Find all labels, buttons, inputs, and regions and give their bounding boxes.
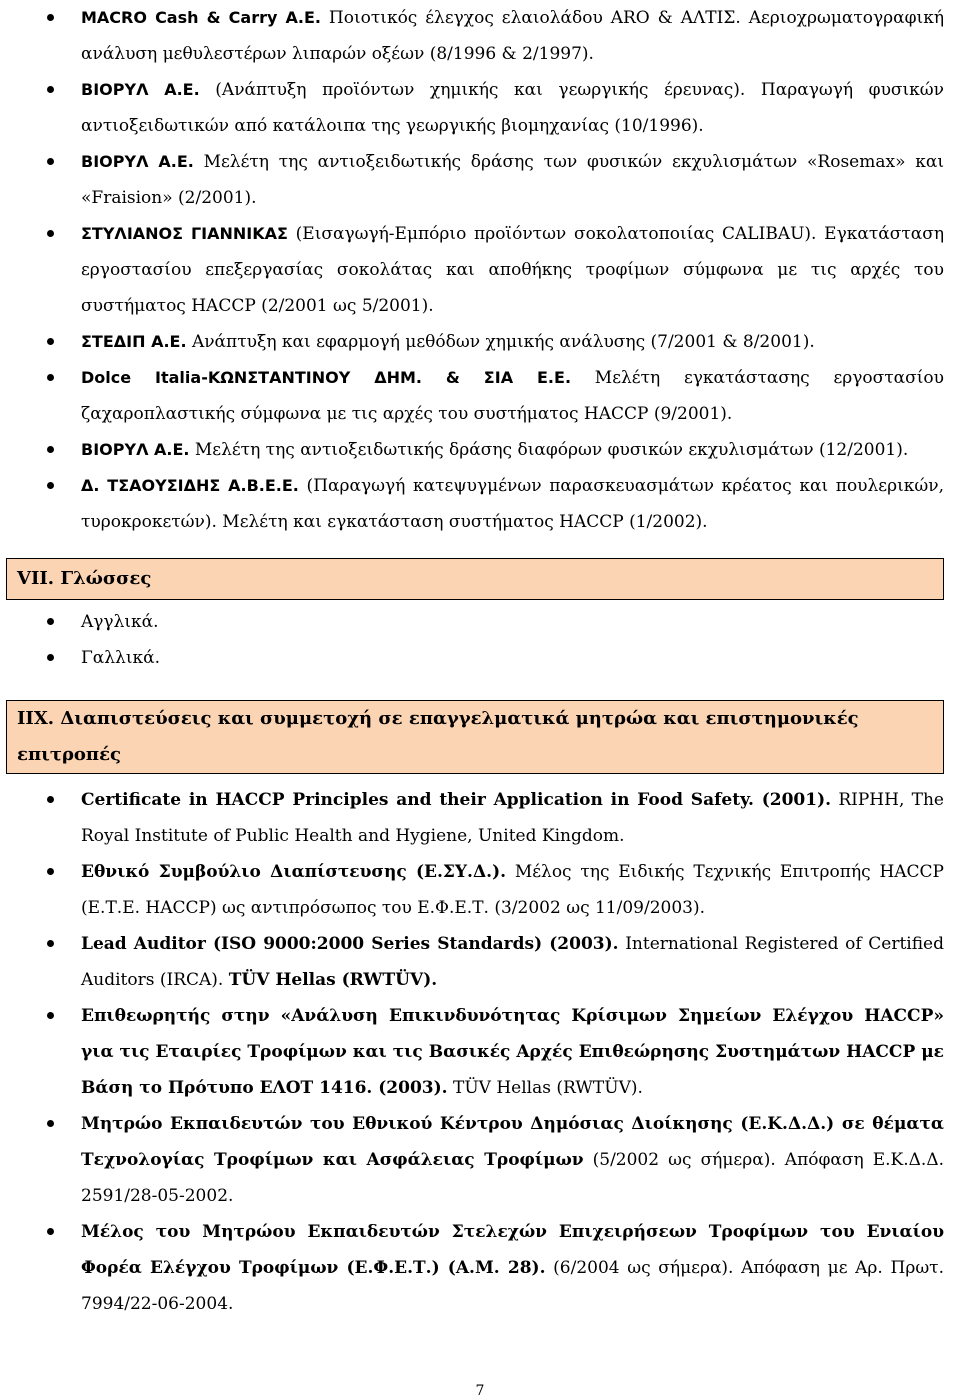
item-description: Ποιοτικός έλεγχος ελαιολάδου ARO & ΑΛΤΙΣ. Αεριοχρωματογραφική ανάλυση μεθυλεστέρων λιπαρών οξέων (8/1996 & 2/1997). [81,8,945,64]
organization-name: MACRO Cash & Carry Α.Ε. [81,8,321,27]
item-description: Μελέτη της αντιοξειδωτικής δράσης διαφόρων φυσικών εκχυλισμάτων (12/2001). [189,440,909,460]
item-description: Μελέτη της αντιοξειδωτικής δράσης των φυσικών εκχυλισμάτων «Rosemax» και «Fraision» (2/2001). [81,152,945,208]
work-experience-list [0,0,960,540]
list-item [0,72,960,144]
section-heading-languages: VII. Γλώσσες [6,558,944,600]
list-item [0,0,960,72]
list-item [0,926,960,998]
organization-name: ΣΤΕΔΙΠ Α.Ε. [81,332,187,351]
list-item [0,1106,960,1214]
list-item [0,854,960,926]
list-item [0,782,960,854]
organization-name: ΒΙΟΡΥΛ Α.Ε. [81,440,190,459]
item-description: RIPHH, The Royal Institute of Public Health and Hygiene, United Kingdom. [81,790,944,846]
languages-list [0,604,960,676]
organization-name: ΣΤΥΛΙΑΝΟΣ ΓΙΑΝΝΙΚΑΣ [81,224,288,243]
page-number: 7 [475,1383,485,1399]
section-heading-accreditations: IIX. Διαπιστεύσεις και συμμετοχή σε επαγγελματικά μητρώα και επιστημονικές επιτροπές [6,700,944,774]
item-description: (Ανάπτυξη προϊόντων χημικής και γεωργικής έρευνας). Παραγωγή φυσικών αντιοξειδωτικών από κατάλοιπα της γεωργικής βιομηχανίας (10/1996). [81,80,944,136]
item-title: Lead Auditor (ISO 9000:2000 Series Standards) (2003). [81,934,619,954]
item-description: International Registered of Certified Auditors (IRCA). [81,934,944,990]
accreditations-list [0,782,960,1322]
list-item [0,604,960,640]
list-item [0,640,960,676]
list-item [0,432,960,468]
item-description: Μέλος της Ειδικής Τεχνικής Επιτροπής HACCP (Ε.Τ.Ε. HACCP) ως αντιπρόσωπος του Ε.Φ.Ε.Τ. (3/2002 ως 11/09/2003). [81,862,944,918]
language-name: Γαλλικά. [81,648,160,668]
item-description: (5/2002 ως σήμερα). Απόφαση Ε.Κ.Δ.Δ. 2591/28-05-2002. [81,1150,944,1206]
item-description: (Εισαγωγή-Εμπόριο προϊόντων σοκολατοποιίας CALIBAU). Εγκατάσταση εργοστασίου επεξεργασίας σοκολάτας και αποθήκης τροφίμων σύμφωνα με τις αρχές του συστήματος HACCP (2/2001 ως 5/2001). [81,224,945,316]
list-item [0,360,960,432]
language-name: Αγγλικά. [81,612,159,632]
item-description: Ανάπτυξη και εφαρμογή μεθόδων χημικής ανάλυσης (7/2001 & 8/2001). [186,332,815,352]
organization-name: ΒΙΟΡΥΛ Α.Ε. [81,80,200,99]
item-title: Μητρώο Εκπαιδευτών του Εθνικού Κέντρου Δημόσιας Διοίκησης (Ε.Κ.Δ.Δ.) σε θέματα Τεχνολογίας Τροφίμων και Ασφάλειας Τροφίμων [81,1114,944,1170]
list-item [0,324,960,360]
item-description: (6/2004 ως σήμερα). Απόφαση με Αρ. Πρωτ. 7994/22-06-2004. [81,1258,944,1314]
item-title: Certificate in HACCP Principles and their Application in Food Safety. (2001). [81,790,832,810]
organization-name: Δ. ΤΣΑΟΥΣΙΔΗΣ Α.Β.Ε.Ε. [81,476,299,495]
item-description: TÜV Hellas (RWTÜV). [447,1078,643,1098]
list-item [0,998,960,1106]
item-title: Επιθεωρητής στην «Ανάλυση Επικινδυνότητας Κρίσιμων Σημείων Ελέγχου HACCP» για τις Εταιρίες Τροφίμων και τις Βασικές Αρχές Επιθεώρησης Συστημάτων HACCP με Βάση το Πρότυπο ΕΛΟΤ 1416. (2003). [81,1006,944,1098]
list-item [0,144,960,216]
list-item [0,216,960,324]
list-item [0,1214,960,1322]
item-title-extra: TÜV Hellas (RWTÜV). [228,970,438,990]
organization-name: Dolce Italia-ΚΩΝΣΤΑΝΤΙΝΟΥ ΔΗΜ. & ΣΙΑ Ε.Ε. [81,368,572,387]
item-title: Μέλος του Μητρώου Εκπαιδευτών Στελεχών Επιχειρήσεων Τροφίμων του Ενιαίου Φορέα Ελέγχου Τροφίμων (Ε.Φ.Ε.Τ.) (Α.Μ. 28). [81,1222,944,1278]
item-title: Εθνικό Συμβούλιο Διαπίστευσης (Ε.ΣΥ.Δ.). [81,862,507,882]
list-item [0,468,960,540]
organization-name: ΒΙΟΡΥΛ Α.Ε. [81,152,194,171]
item-description: Μελέτη εγκατάστασης εργοστασίου ζαχαροπλαστικής σύμφωνα με τις αρχές του συστήματος HACCP (9/2001). [81,368,944,424]
item-description: (Παραγωγή κατεψυγμένων παρασκευασμάτων κρέατος και πουλερικών, τυροκροκετών). Μελέτη και εγκατάσταση συστήματος HACCP (1/2002). [81,476,944,532]
